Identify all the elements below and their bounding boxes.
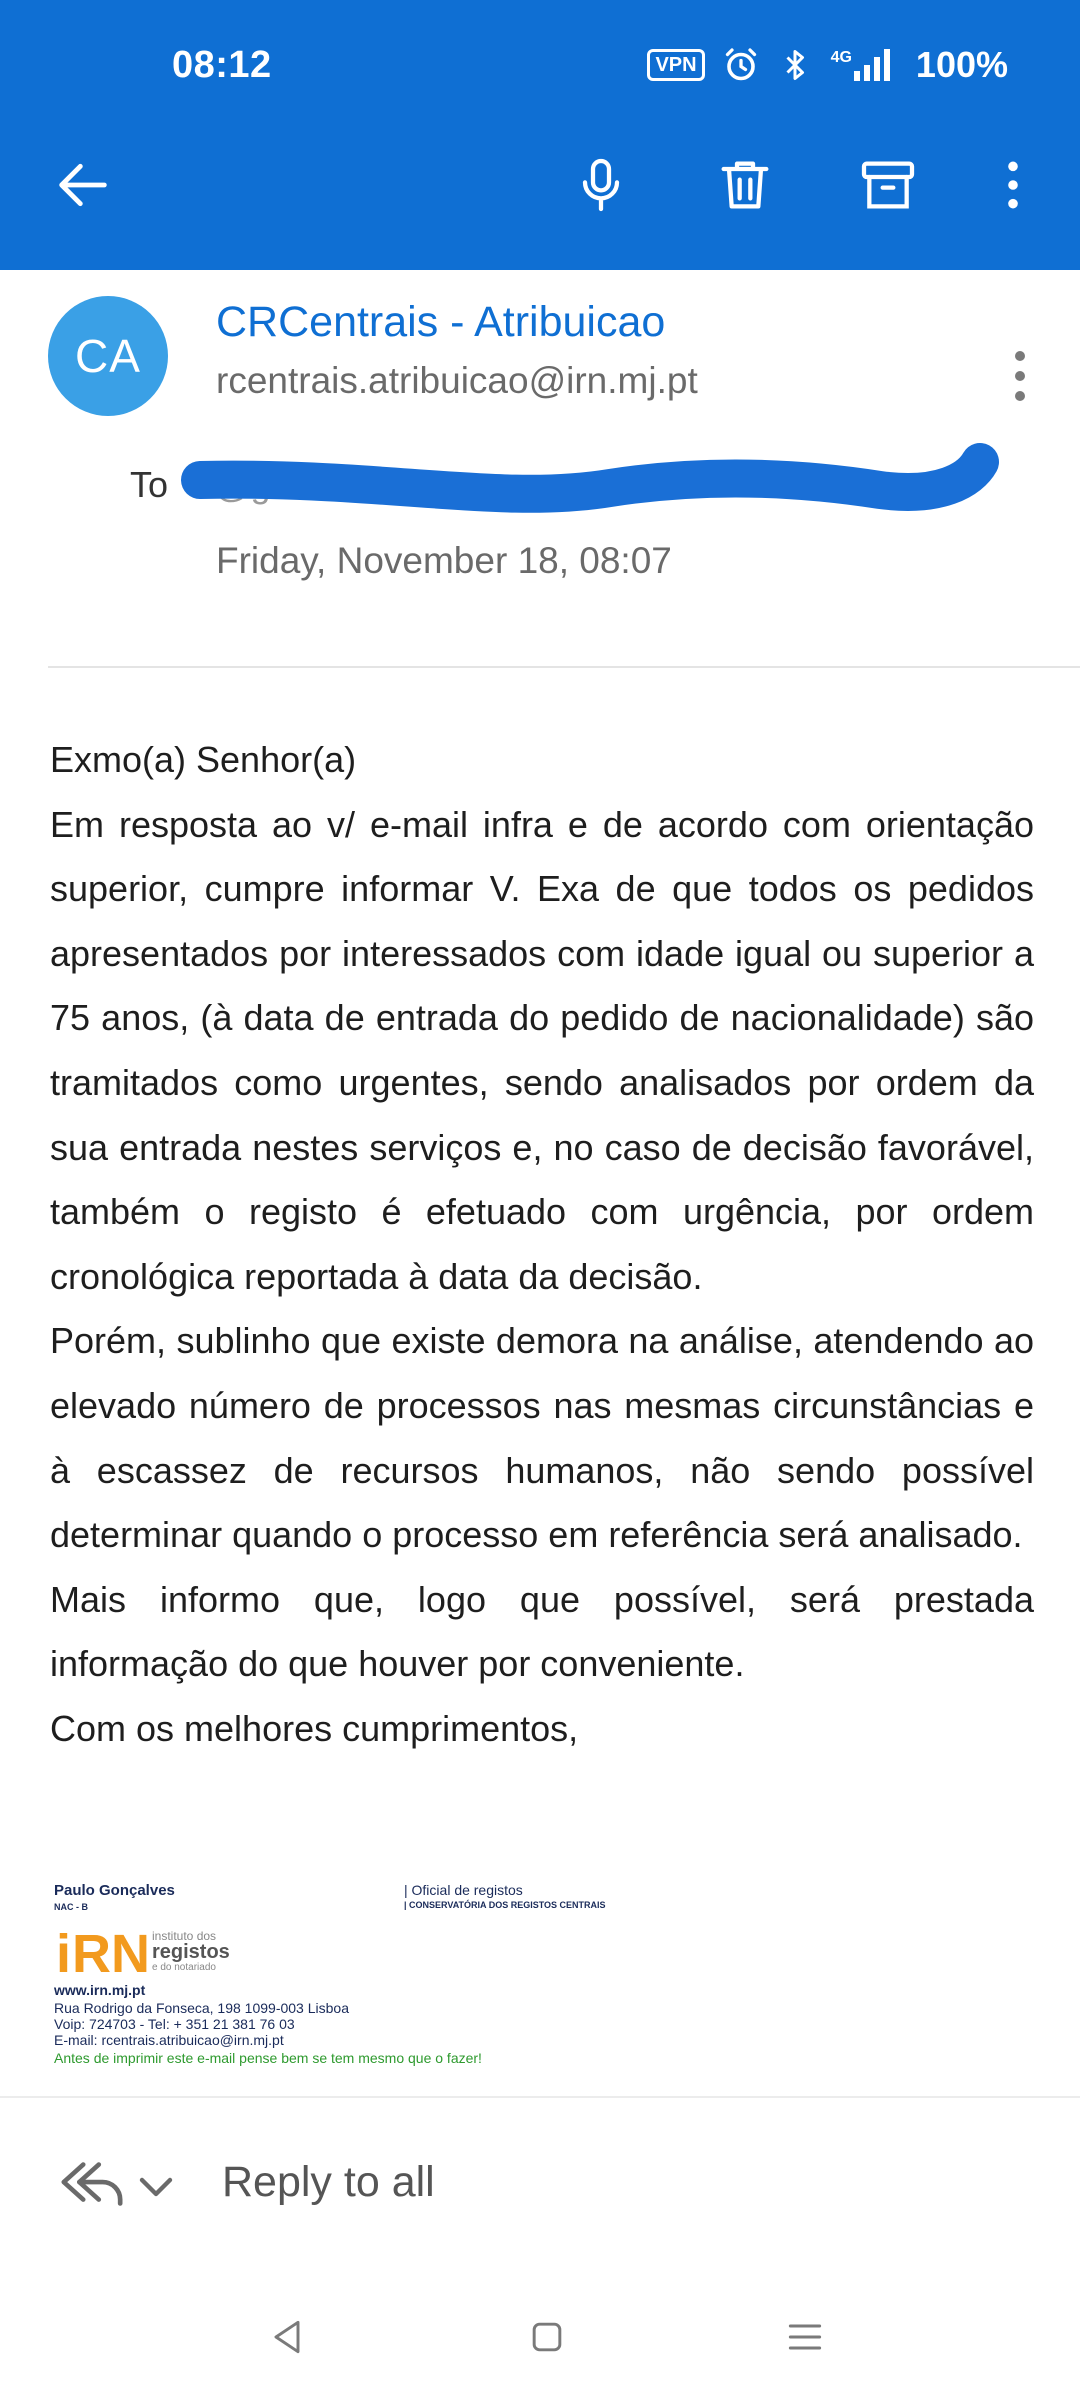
svg-text:i: i xyxy=(56,1924,72,1980)
nav-home-button[interactable] xyxy=(512,2302,582,2372)
sender-avatar[interactable]: CA xyxy=(48,296,168,416)
signature-code: NAC - B xyxy=(54,1902,88,1912)
signature-phone: Voip: 724703 - Tel: + 351 21 381 76 03 xyxy=(54,2016,295,2032)
vpn-badge: VPN xyxy=(647,49,704,81)
sender-email[interactable]: rcentrais.atribuicao@irn.mj.pt xyxy=(216,360,698,401)
email-signature xyxy=(54,1880,674,2080)
reply-all-button[interactable]: Reply to all xyxy=(222,2158,435,2206)
signature-address: Rua Rodrigo da Fonseca, 198 1099-003 Lisboa xyxy=(54,2000,349,2016)
status-icons xyxy=(647,40,1008,90)
to-label: To xyxy=(130,464,169,505)
chevron-down-icon[interactable] xyxy=(132,2162,180,2210)
body-paragraph: Porém, sublinho que existe demora na análise, atendendo ao elevado número de processos nas mesmas circunstâncias e à escassez de recursos humanos, não sendo possível determinar quando o processo em referência será analisado. xyxy=(50,1320,1034,1556)
svg-text:RN: RN xyxy=(72,1924,150,1980)
svg-text:e do notariado: e do notariado xyxy=(152,1962,216,1973)
more-vertical-icon xyxy=(981,153,1045,217)
reply-divider xyxy=(0,2096,1080,2098)
nav-back-button[interactable] xyxy=(252,2302,322,2372)
battery-level: 100% xyxy=(915,44,1008,85)
signature-website[interactable]: www.irn.mj.pt xyxy=(54,1982,146,1998)
signature-department: | CONSERVATÓRIA DOS REGISTOS CENTRAIS xyxy=(404,1900,606,1910)
app-header xyxy=(0,0,1080,270)
sender-name[interactable]: CRCentrais - Atribuicao xyxy=(216,298,666,346)
signature-name: Paulo Gonçalves xyxy=(54,1882,175,1899)
redaction-scribble xyxy=(180,436,1000,526)
back-arrow-icon xyxy=(51,153,115,217)
more-vertical-icon xyxy=(1000,346,1040,406)
bluetooth-icon xyxy=(777,47,813,83)
body-paragraph: Em resposta ao v/ e-mail infra e de acordo com orientação superior, cumpre informar V. Exa de que todos os pedidos apresentados por interessados com idade igual ou superior a 75 anos, (à data de entrada do pedido de nacionalidade) são tramitados como urgentes, sendo analisados por ordem da sua entrada nestes serviços e, no caso de decisão favorável, também o registo é efetuado com urgência, por ordem cronológica reportada à data da decisão. xyxy=(50,803,1034,1297)
email-date: Friday, November 18, 08:07 xyxy=(216,540,672,581)
signal-icon xyxy=(831,49,894,81)
irn-logo xyxy=(54,1920,254,1980)
nav-home-icon xyxy=(525,2315,569,2359)
delete-button[interactable] xyxy=(700,140,790,230)
status-time: 08:12 xyxy=(172,44,272,86)
body-greeting: Exmo(a) Senhor(a) xyxy=(50,739,357,780)
to-recipients[interactable]: @gmail... ...@gm... xyxy=(214,464,524,505)
signature-role: | Oficial de registos xyxy=(404,1882,523,1898)
nav-recents-button[interactable] xyxy=(770,2302,840,2372)
signature-print-notice: Antes de imprimir este e-mail pense bem se tem mesmo que o fazer! xyxy=(54,2050,482,2066)
email-body xyxy=(50,728,1034,1762)
message-more-button[interactable] xyxy=(992,344,1048,408)
nav-back-icon xyxy=(265,2315,309,2359)
body-paragraph: Mais informo que, logo que possível, será prestada informação do que houver por conveniente. xyxy=(50,1578,1034,1685)
svg-text:registos: registos xyxy=(152,1941,230,1963)
archive-icon xyxy=(856,153,920,217)
microphone-icon xyxy=(569,153,633,217)
microphone-button[interactable] xyxy=(556,140,646,230)
reply-all-icon[interactable] xyxy=(56,2154,126,2214)
header-divider xyxy=(48,666,1080,668)
signature-email[interactable]: E-mail: rcentrais.atribuicao@irn.mj.pt xyxy=(54,2032,284,2048)
more-options-button[interactable] xyxy=(968,140,1058,230)
back-button[interactable] xyxy=(38,140,128,230)
svg-text:instituto dos: instituto dos xyxy=(152,1929,217,1943)
body-closing: Com os melhores cumprimentos, xyxy=(50,1707,579,1749)
alarm-icon xyxy=(723,47,759,83)
nav-menu-icon xyxy=(783,2315,827,2359)
network-type: 4G xyxy=(830,49,852,66)
archive-button[interactable] xyxy=(843,140,933,230)
delete-icon xyxy=(713,153,777,217)
